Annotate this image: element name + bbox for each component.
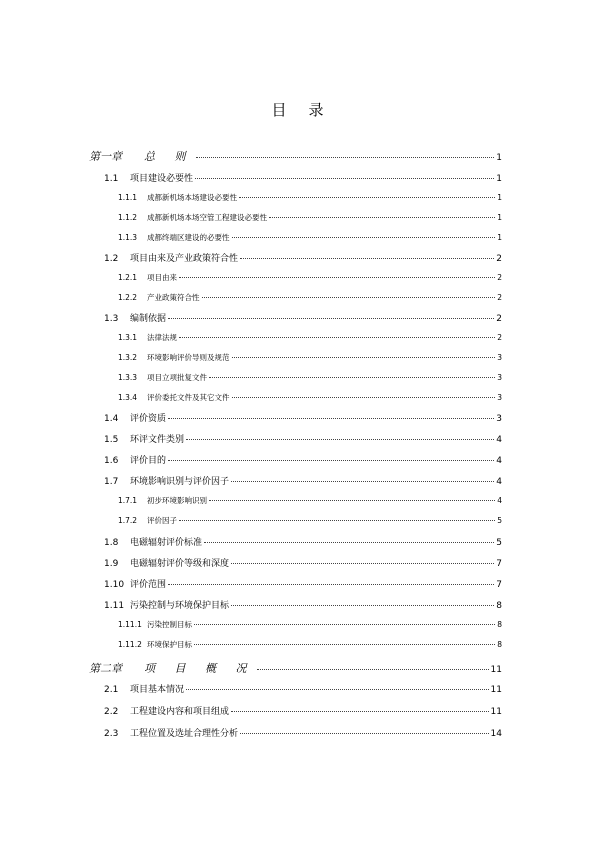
toc-entry-page: 3 bbox=[497, 372, 502, 382]
toc-entry-title: 评价资质 bbox=[130, 414, 167, 424]
toc-entry[interactable] bbox=[118, 191, 502, 205]
toc-entry-page: 1 bbox=[497, 232, 502, 242]
toc-leader-dots bbox=[186, 430, 494, 440]
toc-leader-dots bbox=[240, 724, 489, 734]
toc-leader-dots bbox=[231, 702, 489, 712]
toc-entry-title: 项目建设必要性 bbox=[130, 174, 194, 184]
toc-entry[interactable] bbox=[118, 271, 502, 285]
toc-entry-number: 1.1.2 bbox=[118, 212, 138, 222]
toc-entry-page: 5 bbox=[496, 538, 502, 548]
toc-entry[interactable] bbox=[104, 577, 502, 591]
toc-entry-page: 4 bbox=[496, 435, 502, 445]
toc-leader-dots bbox=[186, 680, 489, 690]
toc-entry-page: 1 bbox=[496, 174, 502, 184]
toc-entry-page: 14 bbox=[490, 729, 502, 739]
toc-entry-number: 1.11.2 bbox=[118, 639, 142, 649]
toc-entry-title: 环境影响识别与评价因子 bbox=[130, 477, 230, 487]
toc-entry-page: 1 bbox=[497, 212, 502, 222]
toc-entry-number: 1.9 bbox=[104, 559, 119, 569]
toc-entry-page: 8 bbox=[497, 619, 502, 629]
toc-leader-dots bbox=[168, 409, 494, 419]
toc-entry[interactable] bbox=[118, 211, 502, 225]
toc-entry-number: 1.3 bbox=[104, 314, 119, 324]
toc-leader-dots bbox=[168, 309, 494, 319]
toc-entry-page: 1 bbox=[497, 192, 502, 202]
toc-entry[interactable] bbox=[118, 638, 502, 652]
toc-entry-page: 11 bbox=[490, 707, 502, 717]
toc-entry-title: 成都新机场本场空管工程建设必要性 bbox=[147, 212, 267, 222]
toc-entry-number: 1.7 bbox=[104, 477, 119, 487]
toc-leader-dots bbox=[232, 349, 496, 358]
toc-leader-dots bbox=[240, 249, 494, 259]
toc-entry[interactable] bbox=[104, 411, 502, 425]
toc-entry[interactable] bbox=[118, 351, 502, 365]
toc-entry-number: 1.1.3 bbox=[118, 232, 138, 242]
toc-entry-title: 编制依据 bbox=[130, 314, 167, 324]
toc-entry[interactable] bbox=[118, 231, 502, 245]
toc-entry-number: 2.1 bbox=[104, 685, 119, 695]
toc-entry-title: 评价委托文件及其它文件 bbox=[147, 392, 230, 402]
toc-leader-dots bbox=[179, 269, 495, 278]
toc-entry[interactable] bbox=[104, 474, 502, 488]
toc-entry-title: 评价范围 bbox=[130, 580, 167, 590]
toc-entry-title: 工程位置及选址合理性分析 bbox=[130, 729, 239, 739]
toc-entry-page: 2 bbox=[497, 272, 502, 282]
toc-entry-number: 1.11 bbox=[104, 601, 125, 611]
toc-entry-number: 1.11.1 bbox=[118, 619, 142, 629]
toc-entry-number: 1.3.3 bbox=[118, 372, 138, 382]
toc-entry-title: 产业政策符合性 bbox=[147, 292, 200, 302]
toc-entry-number: 1.10 bbox=[104, 580, 125, 590]
toc-entry-title: 项目由来 bbox=[147, 272, 177, 282]
toc-leader-dots bbox=[168, 451, 494, 461]
toc-entry[interactable] bbox=[104, 598, 502, 612]
toc-leader-dots bbox=[196, 146, 495, 158]
toc-entry[interactable] bbox=[104, 432, 502, 446]
toc-entry-page: 8 bbox=[496, 601, 502, 611]
toc-leader-dots bbox=[209, 492, 495, 501]
toc-entry-title: 项 目 概 况 bbox=[144, 662, 255, 675]
toc-entry[interactable] bbox=[104, 556, 502, 570]
toc-entry[interactable] bbox=[118, 514, 502, 528]
toc-entry-title: 环评文件类别 bbox=[130, 435, 185, 445]
toc-entry[interactable] bbox=[104, 251, 502, 265]
toc-entry-number: 1.1 bbox=[104, 174, 119, 184]
toc-entry-page: 8 bbox=[497, 639, 502, 649]
toc-leader-dots bbox=[239, 189, 495, 198]
toc-entry-title: 总 则 bbox=[144, 150, 194, 163]
toc-entry-page: 7 bbox=[496, 559, 502, 569]
toc-entry-page: 3 bbox=[496, 414, 502, 424]
toc-title bbox=[0, 99, 595, 120]
toc-leader-dots bbox=[231, 554, 494, 564]
toc-entry-title: 电磁辐射评价标准 bbox=[130, 538, 203, 548]
toc-entry-page: 5 bbox=[497, 515, 502, 525]
toc-entry-title: 污染控制目标 bbox=[147, 619, 192, 629]
toc-entry[interactable] bbox=[118, 391, 502, 405]
toc-entry-title: 项目基本情况 bbox=[130, 685, 185, 695]
toc-entry-title: 评价目的 bbox=[130, 456, 167, 466]
toc-entry[interactable] bbox=[104, 453, 502, 467]
toc-leader-dots bbox=[257, 658, 489, 670]
toc-leader-dots bbox=[231, 472, 494, 482]
toc-leader-dots bbox=[269, 209, 495, 218]
toc-entry[interactable] bbox=[104, 726, 502, 740]
toc-entry-number: 1.7.1 bbox=[118, 495, 138, 505]
toc-entry-page: 2 bbox=[497, 332, 502, 342]
toc-entry-title: 环境影响评价导则及规范 bbox=[147, 352, 230, 362]
toc-entry-title: 项目由来及产业政策符合性 bbox=[130, 254, 239, 264]
toc-title-char-1: 目 bbox=[271, 101, 287, 119]
toc-entry[interactable] bbox=[89, 148, 502, 162]
toc-entry-number: 1.2.2 bbox=[118, 292, 138, 302]
toc-entry-number: 1.2 bbox=[104, 254, 119, 264]
toc-entry-number: 1.3.1 bbox=[118, 332, 138, 342]
toc-entry[interactable] bbox=[118, 618, 502, 632]
toc-leader-dots bbox=[204, 533, 494, 543]
toc-entry-number: 1.7.2 bbox=[118, 515, 138, 525]
toc-entry-title: 成都终端区建设的必要性 bbox=[147, 232, 230, 242]
toc-entry-number: 1.5 bbox=[104, 435, 119, 445]
toc-leader-dots bbox=[195, 169, 494, 179]
toc-entry[interactable] bbox=[118, 291, 502, 305]
toc-leader-dots bbox=[232, 229, 496, 238]
toc-leader-dots bbox=[179, 512, 495, 521]
toc-entry[interactable] bbox=[118, 331, 502, 345]
toc-leader-dots bbox=[231, 596, 494, 606]
toc-entry-page: 3 bbox=[497, 352, 502, 362]
toc-leader-dots bbox=[194, 636, 495, 645]
toc-entry-page: 4 bbox=[497, 495, 502, 505]
toc-entry-number: 1.4 bbox=[104, 414, 119, 424]
toc-entry-number: 1.6 bbox=[104, 456, 119, 466]
toc-entry[interactable] bbox=[118, 371, 502, 385]
toc-entry[interactable] bbox=[104, 535, 502, 549]
toc-entry-number: 1.2.1 bbox=[118, 272, 138, 282]
toc-entry-title: 法律法规 bbox=[147, 332, 177, 342]
toc-entry-page: 2 bbox=[496, 254, 502, 264]
toc-entry-page: 11 bbox=[490, 685, 502, 695]
toc-leader-dots bbox=[232, 389, 496, 398]
toc-entry[interactable] bbox=[104, 682, 502, 696]
toc-leader-dots bbox=[194, 616, 495, 625]
toc-entry[interactable] bbox=[118, 494, 502, 508]
toc-entry-title: 电磁辐射评价等级和深度 bbox=[130, 559, 230, 569]
toc-entry[interactable] bbox=[104, 704, 502, 718]
toc-title-char-2: 录 bbox=[308, 101, 324, 119]
toc-entry-title: 成都新机场本场建设必要性 bbox=[147, 192, 237, 202]
toc-entry-number: 1.1.1 bbox=[118, 192, 138, 202]
toc-entry-number: 第一章 bbox=[89, 150, 122, 163]
toc-entry-page: 4 bbox=[496, 456, 502, 466]
toc-entry-number: 第二章 bbox=[89, 662, 122, 675]
toc-entry-title: 污染控制与环境保护目标 bbox=[130, 601, 230, 611]
toc-entry-page: 3 bbox=[497, 392, 502, 402]
toc-entry-page: 7 bbox=[496, 580, 502, 590]
toc-entry-title: 工程建设内容和项目组成 bbox=[130, 707, 230, 717]
toc-entry[interactable] bbox=[104, 311, 502, 325]
toc-entry-page: 4 bbox=[496, 477, 502, 487]
toc-entry-number: 2.3 bbox=[104, 729, 119, 739]
toc-entry-page: 1 bbox=[496, 153, 502, 163]
toc-entry-number: 1.3.2 bbox=[118, 352, 138, 362]
toc-entry-number: 1.8 bbox=[104, 538, 119, 548]
toc-entry-title: 项目立项批复文件 bbox=[147, 372, 207, 382]
toc-entry-number: 2.2 bbox=[104, 707, 119, 717]
toc-entry[interactable] bbox=[89, 660, 502, 674]
toc-entry-number: 1.3.4 bbox=[118, 392, 138, 402]
toc-leader-dots bbox=[202, 289, 496, 298]
toc-entry-title: 初步环境影响识别 bbox=[147, 495, 207, 505]
toc-entry-page: 2 bbox=[497, 292, 502, 302]
toc-entry[interactable] bbox=[104, 171, 502, 185]
toc-entry-title: 评价因子 bbox=[147, 515, 177, 525]
toc-leader-dots bbox=[179, 329, 495, 338]
toc-entry-title: 环境保护目标 bbox=[147, 639, 192, 649]
toc-leader-dots bbox=[168, 575, 494, 585]
toc-leader-dots bbox=[209, 369, 495, 378]
toc-entry-page: 11 bbox=[490, 665, 502, 675]
toc-entry-page: 2 bbox=[496, 314, 502, 324]
